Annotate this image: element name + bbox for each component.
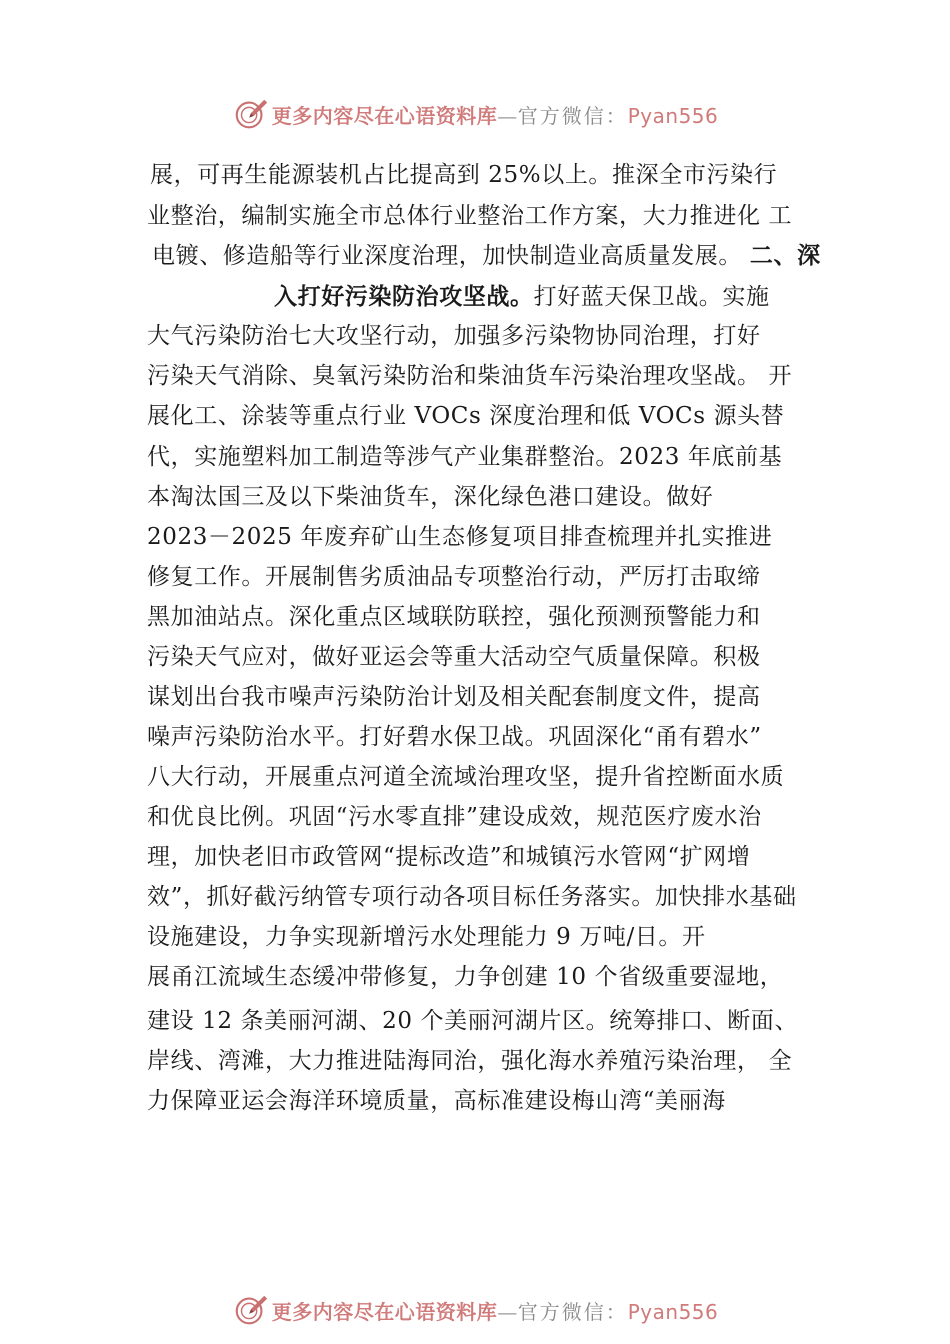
banner-wechat-id: Pyan556 bbox=[627, 1299, 719, 1324]
text-line: 岸线、湾滩，大力推进陆海同治，强化海水养殖污染治理， 全 bbox=[147, 1048, 793, 1074]
banner-wechat-label: 官方微信： bbox=[517, 1299, 628, 1324]
banner-text bbox=[272, 100, 719, 129]
banner-wechat-id: Pyan556 bbox=[627, 103, 719, 128]
text-line bbox=[152, 236, 821, 276]
text-line: 污染天气消除、臭氧污染防治和柴油货车污染治理攻坚战。 开 bbox=[147, 363, 793, 389]
banner-main: 更多内容尽在心语资料库 bbox=[271, 103, 498, 128]
text-line: 代，实施塑料加工制造等涉气产业集群整治。2023 年底前基 bbox=[147, 444, 783, 470]
banner-dash: — bbox=[497, 1299, 518, 1324]
text-line: 建设 12 条美丽河湖、20 个美丽河湖片区。统筹排口、断面、 bbox=[147, 1008, 799, 1034]
text-line: 力保障亚运会海洋环境质量，高标准建设梅山湾“美丽海 bbox=[147, 1088, 726, 1114]
text-line: 展化工、涂装等重点行业 VOCs 深度治理和低 VOCs 源头替 bbox=[147, 403, 785, 429]
text-line: 展甬江流域生态缓冲带修复，力争创建 10 个省级重要湿地， bbox=[147, 964, 784, 990]
section-heading-start: 二、深 bbox=[749, 242, 821, 269]
text-line: 效”，抓好截污纳管专项行动各项目标任务落实。加快排水基础 bbox=[147, 884, 797, 910]
pen-logo-icon bbox=[232, 1291, 270, 1329]
text-line: 2023－2025 年废弃矿山生态修复项目排查梳理并扎实推进 bbox=[147, 524, 773, 550]
banner-main: 更多内容尽在心语资料库 bbox=[271, 1299, 498, 1324]
banner-dash: — bbox=[497, 103, 518, 128]
banner-wechat-label: 官方微信： bbox=[517, 103, 628, 128]
text-line: 业整治，编制实施全市总体行业整治工作方案，大力推进化 工 bbox=[147, 203, 793, 229]
section-heading-end: 入打好污染防治攻坚战。 bbox=[274, 283, 534, 310]
text-line: 八大行动，开展重点河道全流域治理攻坚，提升省控断面水质 bbox=[147, 764, 785, 790]
text-line: 修复工作。开展制售劣质油品专项整治行动，严厉打击取缔 bbox=[147, 564, 761, 590]
text-line: 设施建设，力争实现新增污水处理能力 9 万吨/日。开 bbox=[147, 924, 706, 950]
footer-banner bbox=[0, 1290, 950, 1330]
pen-logo-icon bbox=[232, 95, 270, 133]
text-line: 谋划出台我市噪声污染防治计划及相关配套制度文件，提高 bbox=[147, 684, 761, 710]
text-line: 大气污染防治七大攻坚行动，加强多污染物协同治理，打好 bbox=[147, 323, 761, 349]
text-segment: 电镀、修造船等行业深度治理，加快制造业高质量发展。 bbox=[152, 243, 742, 269]
text-line: 黑加油站点。深化重点区域联防联控，强化预测预警能力和 bbox=[147, 604, 761, 630]
text-line: 和优良比例。巩固“污水零直排”建设成效，规范医疗废水治 bbox=[147, 804, 762, 830]
text-line bbox=[274, 277, 770, 317]
text-line: 污染天气应对，做好亚运会等重大活动空气质量保障。积极 bbox=[147, 644, 761, 670]
text-line: 理，加快老旧市政管网“提标改造”和城镇污水管网“扩网增 bbox=[147, 844, 751, 870]
text-line: 展，可再生能源装机占比提高到 25%以上。推深全市污染行 bbox=[150, 162, 778, 188]
banner-text bbox=[272, 1296, 719, 1325]
text-line: 本淘汰国三及以下柴油货车，深化绿色港口建设。做好 bbox=[147, 484, 714, 510]
header-banner bbox=[0, 94, 950, 134]
text-segment: 打好蓝天保卫战。实施 bbox=[533, 284, 770, 310]
text-line: 噪声污染防治水平。打好碧水保卫战。巩固深化“甬有碧水” bbox=[147, 724, 762, 750]
